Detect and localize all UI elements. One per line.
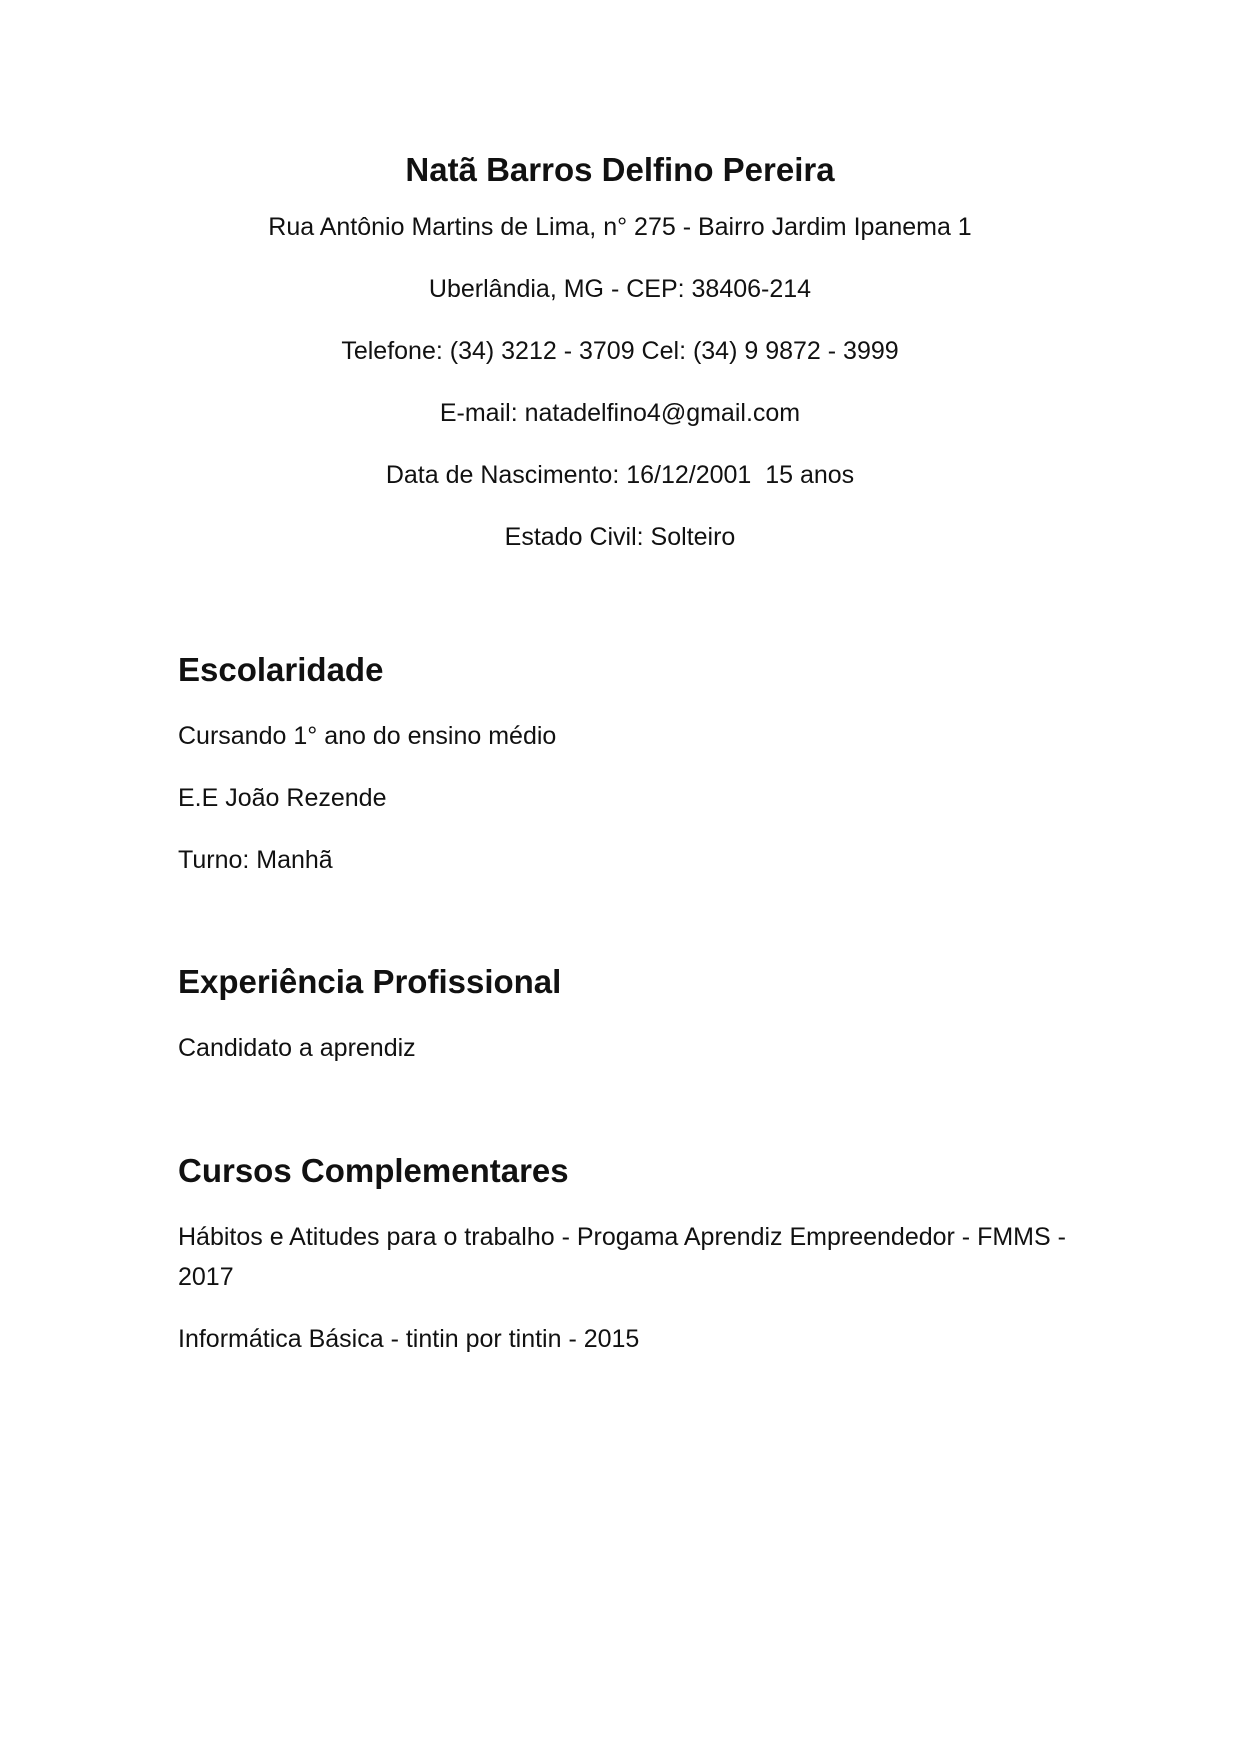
candidate-name: Natã Barros Delfino Pereira [405,151,835,188]
address-line: Rua Antônio Martins de Lima, n° 275 - Bairro Jardim Ipanema 1 [268,213,972,241]
course-item: Informática Básica - tintin por tintin - 2015 [178,1325,640,1353]
experience-title: Experiência Profissional [178,963,562,1000]
education-title: Escolaridade [178,651,384,688]
phone-line: Telefone: (34) 3212 - 3709 Cel: (34) 9 9872 - 3999 [341,337,899,365]
education-item: Cursando 1° ano do ensino médio [178,722,557,750]
education-section [178,650,1078,902]
email-line: E-mail: natadelfino4@gmail.com [439,399,801,427]
education-item: E.E João Rezende [178,784,387,812]
courses-title: Cursos Complementares [178,1152,569,1189]
marital-status-line: Estado Civil: Solteiro [504,523,736,551]
education-item: Turno: Manhã [178,846,333,874]
course-item: Hábitos e Atitudes para o trabalho - Progama Aprendiz Empreendedor - FMMS - 2017 [178,1223,1066,1291]
experience-item: Candidato a aprendiz [178,1034,416,1062]
courses-section [178,1151,1078,1381]
experience-section [178,962,1078,1090]
city-line: Uberlândia, MG - CEP: 38406-214 [428,275,812,303]
birth-date-line: Data de Nascimento: 16/12/2001 15 anos [385,461,855,489]
resume-header [0,150,1240,583]
